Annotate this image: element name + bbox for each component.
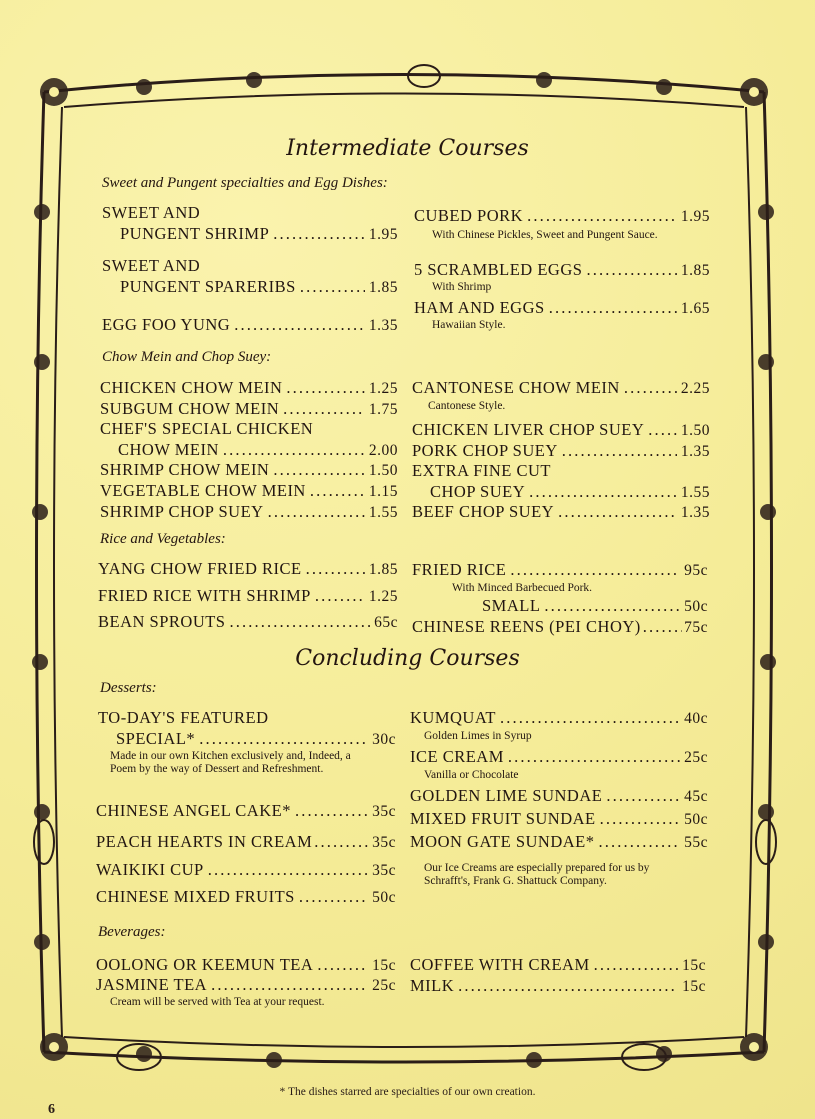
item-name: CHINESE ANGEL CAKE* [96, 801, 291, 820]
menu-row-chef-special [118, 440, 398, 460]
item-price: 1.95 [368, 226, 398, 243]
item-name: SPECIAL* [116, 729, 196, 748]
item-price: 2.00 [368, 442, 398, 459]
item-price: 1.35 [368, 317, 398, 334]
item-price: 1.50 [368, 462, 398, 479]
menu-row-shrimp-chow-mein [100, 460, 398, 480]
menu-row-small [482, 596, 708, 616]
item-name: HAM AND EGGS [414, 298, 545, 317]
item-name: ICE CREAM [410, 747, 504, 766]
menu-row-cantonese [412, 378, 710, 398]
item-price: 30c [372, 731, 396, 748]
item-price: 50c [684, 811, 708, 828]
menu-row-ice-cream [410, 747, 708, 767]
item-price: 50c [372, 889, 396, 906]
item-price: 1.85 [368, 561, 398, 578]
item-name: PEACH HEARTS IN CREAM [96, 832, 313, 851]
menu-row-fried-rice-shrimp [98, 586, 398, 606]
menu-row-sweet-shrimp [120, 224, 398, 244]
scrambled-note: With Shrimp [432, 281, 492, 293]
item-name: EGG FOO YUNG [102, 315, 231, 334]
menu-row-chicken-chow-mein [100, 378, 398, 398]
item-name: CANTONESE CHOW MEIN [412, 378, 620, 397]
section-sweet: Sweet and Pungent specialties and Egg Dishes: [102, 175, 388, 191]
item-name: WAIKIKI CUP [96, 860, 204, 879]
item-price: 2.25 [680, 380, 710, 397]
section-desserts: Desserts: [100, 680, 157, 696]
item-name: MIXED FRUIT SUNDAE [410, 809, 596, 828]
item-name: BEEF CHOP SUEY [412, 502, 555, 521]
featured-note: Made in our own Kitchen exclusively and, Indeed, a Poem by the way of Dessert and Refreshment. [110, 750, 351, 775]
item-name: CHOW MEIN [118, 440, 219, 459]
item-price: 40c [684, 710, 708, 727]
menu-row-subgum [100, 399, 398, 419]
item-price: 25c [684, 749, 708, 766]
item-name: CHINESE MIXED FRUITS [96, 887, 295, 906]
item-price: 55c [684, 834, 708, 851]
item-name: MILK [410, 976, 455, 995]
menu-row-vegetable-chow-mein [100, 481, 398, 501]
item-name: VEGETABLE CHOW MEIN [100, 481, 306, 500]
item-name: CHICKEN CHOW MEIN [100, 378, 283, 397]
item-name: YANG CHOW FRIED RICE [98, 559, 302, 578]
item-name: BEAN SPROUTS [98, 612, 226, 631]
item-name: FRIED RICE WITH SHRIMP [98, 586, 311, 605]
item-price: 95c [684, 562, 708, 579]
footnote: * The dishes starred are specialties of our own creation. [279, 1086, 536, 1098]
item-name: CHOP SUEY [430, 482, 526, 501]
item-price: 1.85 [368, 279, 398, 296]
item-price: 1.15 [368, 483, 398, 500]
menu-row-spareribs [120, 277, 398, 297]
menu-row-golden-lime [410, 786, 708, 806]
item-price: 15c [682, 957, 706, 974]
menu-row-scrambled-eggs [414, 260, 710, 280]
item-price: 35c [372, 834, 396, 851]
menu-row-cubed-pork [414, 206, 710, 226]
item-name: OOLONG OR KEEMUN TEA [96, 955, 314, 974]
menu-row-moon-gate [410, 832, 708, 852]
chef-special-line1: CHEF'S SPECIAL CHICKEN [100, 419, 314, 438]
item-price: 35c [372, 862, 396, 879]
menu-row-mixed-fruits [96, 887, 396, 907]
item-price: 1.95 [680, 208, 710, 225]
featured-line1: TO-DAY'S FEATURED [98, 708, 269, 727]
item-price: 15c [372, 957, 396, 974]
item-price: 25c [372, 977, 396, 994]
menu-row-waikiki-cup [96, 860, 396, 880]
item-name: PORK CHOP SUEY [412, 441, 558, 460]
section-chow: Chow Mein and Chop Suey: [102, 349, 272, 365]
item-name: 5 SCRAMBLED EGGS [414, 260, 583, 279]
menu-row-kumquat [410, 708, 708, 728]
cubed-pork-note: With Chinese Pickles, Sweet and Pungent Sauce. [432, 229, 658, 241]
item-price: 1.65 [680, 300, 710, 317]
item-price: 1.25 [368, 380, 398, 397]
item-name: PUNGENT SPARERIBS [120, 277, 296, 296]
item-name: FRIED RICE [412, 560, 507, 579]
menu-row-pork-chop-suey [412, 441, 710, 461]
item-name: KUMQUAT [410, 708, 496, 727]
item-price: 65c [374, 614, 398, 631]
menu-row-oolong [96, 955, 396, 975]
item-price: 15c [682, 978, 706, 995]
item-name: JASMINE TEA [96, 975, 208, 994]
sweet-spare-line1: SWEET AND [102, 256, 201, 275]
menu-row-bean-sprouts [98, 612, 398, 632]
sweet-shrimp-line1: SWEET AND [102, 203, 201, 222]
item-name: SHRIMP CHOW MEIN [100, 460, 270, 479]
menu-row-extra-fine [430, 482, 710, 502]
menu-row-milk [410, 976, 706, 996]
item-name: SUBGUM CHOW MEIN [100, 399, 280, 418]
tea-cream-note: Cream will be served with Tea at your request. [110, 996, 325, 1008]
intermediate-heading: Intermediate Courses [286, 136, 529, 161]
ice-cream-note: Vanilla or Chocolate [424, 769, 519, 781]
menu-row-jasmine [96, 975, 396, 995]
menu-row-coffee [410, 955, 706, 975]
menu-row-peach-hearts [96, 832, 396, 852]
menu-row-fried-rice [412, 560, 708, 580]
page-number: 6 [48, 1102, 55, 1117]
extra-fine-line1: EXTRA FINE CUT [412, 461, 551, 480]
menu-row-chinese-greens [412, 617, 708, 637]
concluding-heading: Concluding Courses [295, 646, 520, 671]
item-name: CHICKEN LIVER CHOP SUEY [412, 420, 645, 439]
item-name: GOLDEN LIME SUNDAE [410, 786, 603, 805]
item-name: MOON GATE SUNDAE* [410, 832, 595, 851]
item-price: 1.55 [368, 504, 398, 521]
item-name: SHRIMP CHOP SUEY [100, 502, 264, 521]
item-price: 1.55 [680, 484, 710, 501]
schrafft-note: Our Ice Creams are especially prepared for us by Schrafft's, Frank G. Shattuck Company. [424, 862, 650, 887]
menu-row-featured-special [116, 729, 396, 749]
item-price: 1.25 [368, 588, 398, 605]
menu-row-egg-foo-yung [102, 315, 398, 335]
section-rice: Rice and Vegetables: [100, 531, 226, 547]
item-name: CHINESE REENS (PEI CHOY) [412, 617, 641, 636]
ham-note: Hawaiian Style. [432, 319, 506, 331]
kumquat-note: Golden Limes in Syrup [424, 730, 532, 742]
item-price: 1.75 [368, 401, 398, 418]
cantonese-note: Cantonese Style. [428, 400, 506, 412]
item-name: PUNGENT SHRIMP [120, 224, 270, 243]
fried-rice-note: With Minced Barbecued Pork. [452, 582, 593, 594]
menu-row-mixed-sundae [410, 809, 708, 829]
item-price: 1.85 [680, 262, 710, 279]
item-price: 45c [684, 788, 708, 805]
item-price: 35c [372, 803, 396, 820]
menu-row-yang-chow [98, 559, 398, 579]
menu-row-angel-cake [96, 801, 396, 821]
menu-row-ham-and-eggs [414, 298, 710, 318]
section-beverages: Beverages: [98, 924, 166, 940]
item-price: 75c [684, 619, 708, 636]
menu-row-shrimp-chop-suey [100, 502, 398, 522]
item-name: CUBED PORK [414, 206, 524, 225]
item-name: COFFEE WITH CREAM [410, 955, 590, 974]
item-price: 1.35 [680, 443, 710, 460]
item-name: SMALL [482, 596, 541, 615]
menu-row-chicken-liver [412, 420, 710, 440]
item-price: 1.35 [680, 504, 710, 521]
item-price: 1.50 [680, 422, 710, 439]
menu-row-beef-chop-suey [412, 502, 710, 522]
item-price: 50c [684, 598, 708, 615]
